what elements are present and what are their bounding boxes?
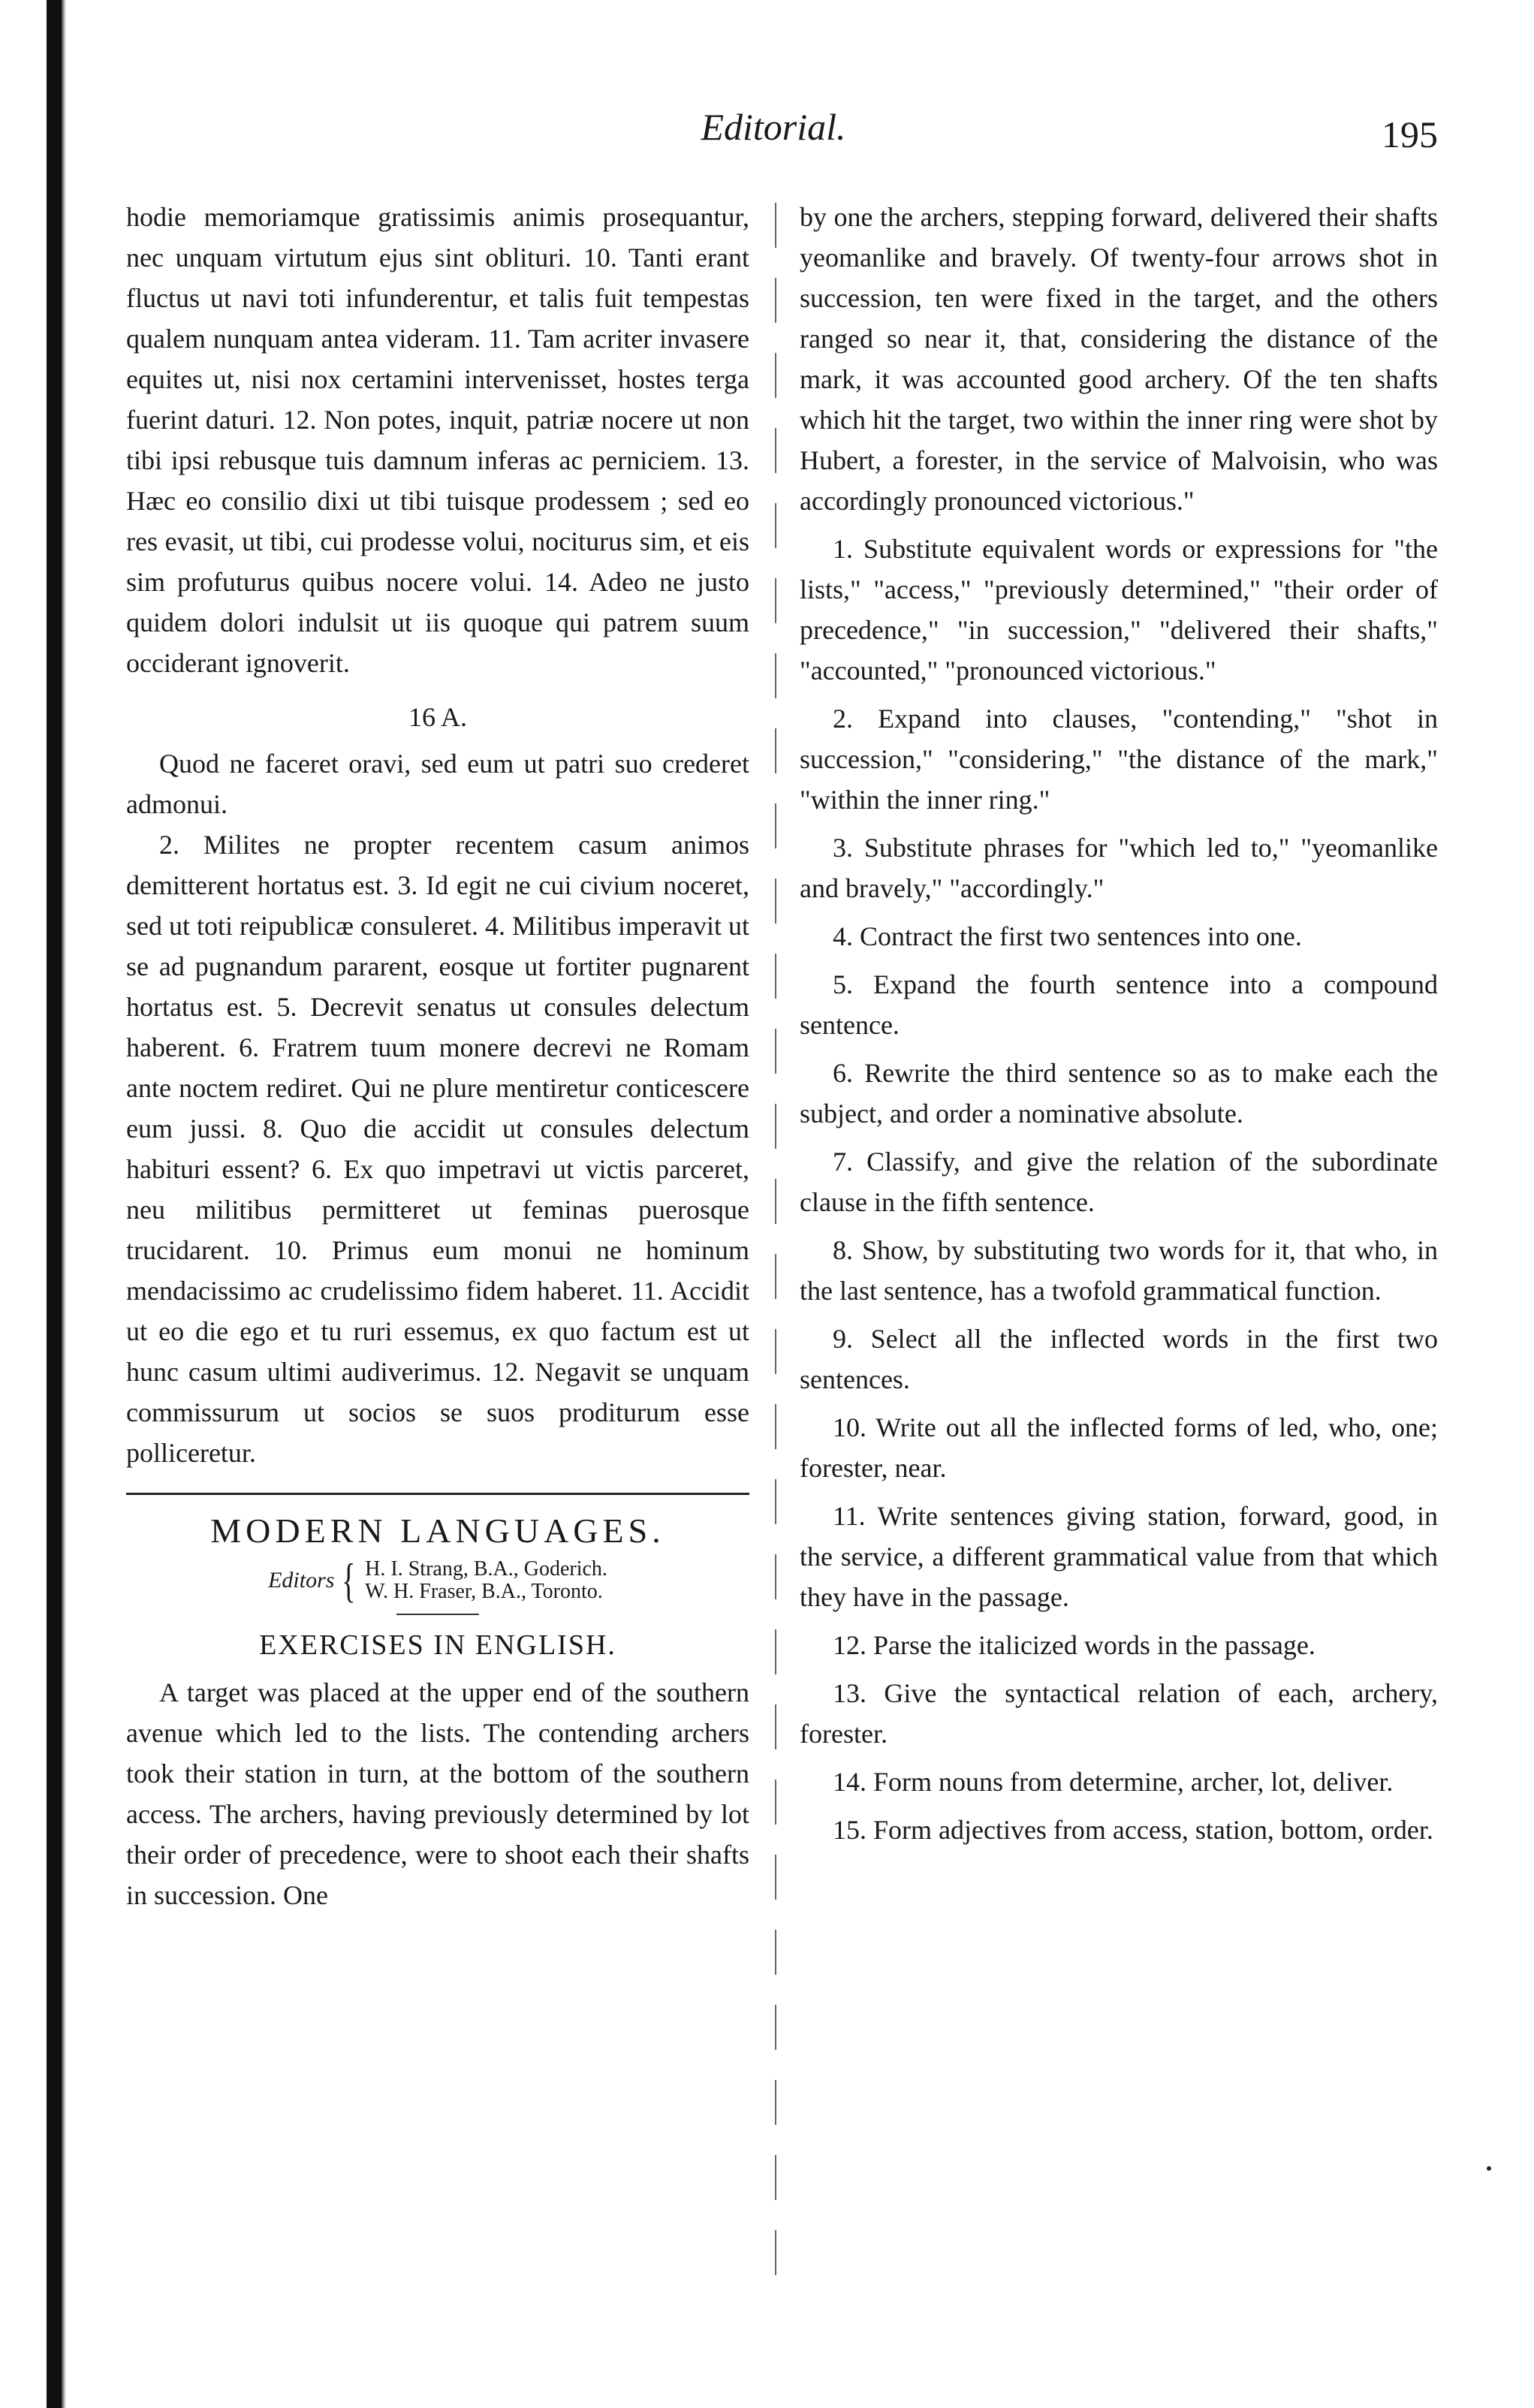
page-binding-edge: [62, 0, 66, 2408]
column-divider: [775, 203, 776, 2275]
section-divider: [126, 1493, 749, 1495]
question-item: 5. Expand the fourth sentence into a compound sentence.: [800, 969, 1438, 1040]
running-title: Editorial.: [701, 106, 846, 148]
page-binding-shadow: [47, 0, 62, 2408]
question-item: 11. Write sentences giving station, forward, good, in the service, a different grammatical value from that which they have in the passage.: [800, 1501, 1438, 1612]
editor-name: H. I. Strang, B.A., Goderich.: [365, 1557, 607, 1581]
latin-exercise-2: 2. Milites ne propter recentem casum animos demitterent hortatus est. 3. Id egit ne cui civium noceret, sed ut toti reipublicæ consuleret. 4. Militibus imperavit ut se ad pugnandum pararent, eosque ut fortiter pugnarent hortatus est. 5. Decrevit senatus ut consules delectum haberent. 6. Fratrem tuum monere decrevi ne Romam ante noctem rediret. Qui ne plure mentiretur conticescere eum jussi. 8. Quo die accidit ut consules delectum habituri essent? 6. Ex quo impetravi ut victis parceret, neu militibus permitteret ut feminas puerosque trucidarent. 10. Primus eum monui ne hominum mendacissimo ac crudelissimo fidem haberet. 11. Accidit ut eo die ego et tu ruri essemus, ex quo factum est ut hunc casum ultimi audiverimus. 12. Negavit se unquam commissurum ut socios se suos proditurum esse polliceretur.: [126, 830, 749, 1468]
question-item: 13. Give the syntactical relation of each, archery, forester.: [800, 1678, 1438, 1749]
question-item: 2. Expand into clauses, "contending," "shot in succession," "considering," "the distance of the mark," "within the inner ring.": [800, 704, 1438, 815]
brace-icon: {: [342, 1554, 357, 1607]
passage-paragraph: A target was placed at the upper end of the southern avenue which led to the lists. The contending archers took their station in turn, at the bottom of the southern access. The archers, having previously determined by lot their order of precedence, were to shoot each their shafts in succession. One: [126, 1677, 749, 1910]
page-number: 195: [1382, 113, 1438, 155]
editors-label: Editors: [268, 1568, 335, 1593]
section-number: 16 A.: [408, 702, 467, 732]
editors-block: [126, 1554, 749, 1607]
question-item: 7. Classify, and give the relation of the subordinate clause in the fifth sentence.: [800, 1147, 1438, 1217]
left-column: [126, 197, 749, 1915]
question-item: 4. Contract the first two sentences into one.: [833, 921, 1302, 951]
exercise-heading: EXERCISES IN ENGLISH.: [259, 1629, 616, 1661]
latin-exercise-1: Quod ne faceret oravi, sed eum ut patri suo crederet admonui.: [126, 749, 749, 819]
right-column: [800, 197, 1438, 1850]
question-item: 10. Write out all the inflected forms of led, who, one; forester, near.: [800, 1412, 1438, 1483]
ink-speck: [1487, 2166, 1491, 2171]
question-item: 8. Show, by substituting two words for it, that who, in the last sentence, has a twofold grammatical function.: [800, 1235, 1438, 1306]
question-item: 15. Form adjectives from access, station, bottom, order.: [833, 1815, 1433, 1845]
question-item: 12. Parse the italicized words in the passage.: [833, 1630, 1316, 1660]
passage-continuation: by one the archers, stepping forward, delivered their shafts yeomanlike and bravely. Of twenty-four arrows shot in succession, ten were fixed in the target, and the others ranged so near it, that, considering the distance of the mark, it was accounted good archery. Of the ten shafts which hit the target, two within the inner ring were shot by Hubert, a forester, in the service of Malvoisin, who was accordingly pronounced victorious.": [800, 202, 1438, 516]
short-divider: [396, 1614, 479, 1615]
editor-name: W. H. Fraser, B.A., Toronto.: [365, 1580, 603, 1603]
question-item: 1. Substitute equivalent words or expressions for "the lists," "access," "previously determined," "their order of precedence," "in succession," "delivered their shafts," "accounted," "pronounced victorious.": [800, 534, 1438, 686]
question-item: 3. Substitute phrases for "which led to," "yeomanlike and bravely," "accordingly.": [800, 833, 1438, 903]
latin-paragraph: hodie memoriamque gratissimis animis prosequantur, nec unquam virtutum ejus sint oblituri. 10. Tanti erant fluctus ut navi toti infunderentur, et talis fuit tempestas qualem nunquam antea videram. 11. Tam acriter invasere equites ut, nisi nox certamini intervenisset, hostes terga fuerint daturi. 12. Non potes, inquit, patriæ nocere ut non tibi ipsi rebusque tuis damnum inferas ac perniciem. 13. Hæc eo consilio dixi ut tibi tuisque prodessem ; sed eo res evasit, ut tibi, cui prodesse volui, nociturus sim, et eis sim profuturus quibus nocere volui. 14. Adeo ne justo quidem dolori indulsit ut iis quoque qui patrem suum occiderant ignoverit.: [126, 202, 749, 678]
question-item: 14. Form nouns from determine, archer, lot, deliver.: [833, 1767, 1394, 1797]
question-item: 6. Rewrite the third sentence so as to make each the subject, and order a nominative absolute.: [800, 1058, 1438, 1129]
editors-names: [365, 1558, 607, 1603]
section-title: MODERN LANGUAGES.: [210, 1511, 665, 1550]
question-item: 9. Select all the inflected words in the first two sentences.: [800, 1324, 1438, 1394]
